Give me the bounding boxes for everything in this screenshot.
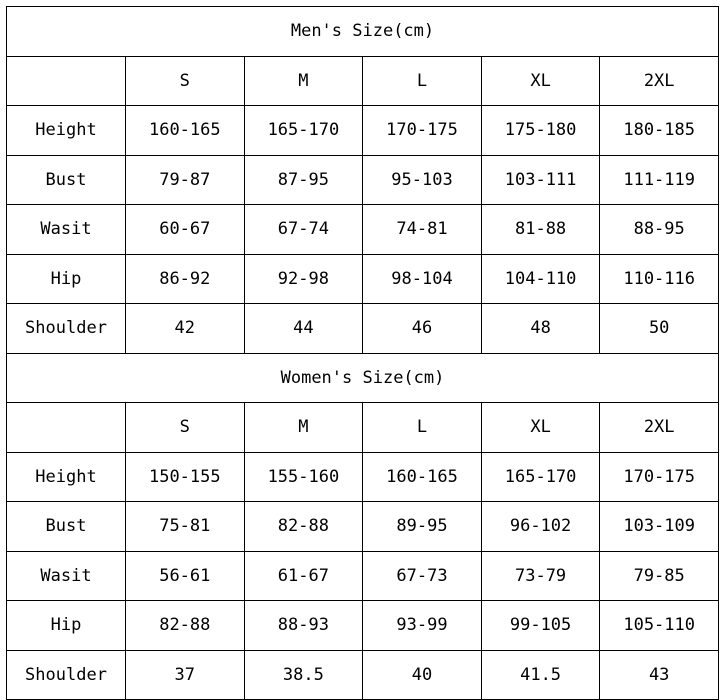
measurement-value: 96-102: [481, 502, 600, 552]
measurement-value: 42: [126, 304, 245, 354]
measurement-value: 56-61: [126, 551, 245, 601]
measurement-value: 79-87: [126, 155, 245, 205]
size-header: M: [244, 403, 363, 453]
men-section-title: Men's Size(cm): [7, 7, 719, 57]
measurement-value: 175-180: [481, 106, 600, 156]
measurement-value: 105-110: [600, 601, 719, 651]
size-header: XL: [481, 56, 600, 106]
measurement-value: 155-160: [244, 452, 363, 502]
size-header: 2XL: [600, 56, 719, 106]
measurement-value: 95-103: [363, 155, 482, 205]
measurement-value: 38.5: [244, 650, 363, 700]
measurement-value: 110-116: [600, 254, 719, 304]
table-row: [7, 502, 719, 552]
size-header: L: [363, 56, 482, 106]
measurement-value: 165-170: [244, 106, 363, 156]
measurement-value: 74-81: [363, 205, 482, 255]
men-title-row: [7, 7, 719, 57]
measurement-value: 37: [126, 650, 245, 700]
size-header: L: [363, 403, 482, 453]
size-chart-table: [6, 6, 719, 700]
measurement-label: Height: [7, 106, 126, 156]
table-row: [7, 551, 719, 601]
measurement-value: 41.5: [481, 650, 600, 700]
corner-cell: [7, 403, 126, 453]
measurement-value: 104-110: [481, 254, 600, 304]
measurement-label: Shoulder: [7, 650, 126, 700]
measurement-value: 111-119: [600, 155, 719, 205]
measurement-value: 87-95: [244, 155, 363, 205]
measurement-value: 180-185: [600, 106, 719, 156]
measurement-label: Shoulder: [7, 304, 126, 354]
measurement-value: 88-93: [244, 601, 363, 651]
measurement-label: Hip: [7, 601, 126, 651]
women-section-title: Women's Size(cm): [7, 353, 719, 403]
measurement-value: 67-73: [363, 551, 482, 601]
measurement-label: Hip: [7, 254, 126, 304]
size-header: S: [126, 403, 245, 453]
men-size-header-row: [7, 56, 719, 106]
table-row: [7, 650, 719, 700]
measurement-value: 48: [481, 304, 600, 354]
corner-cell: [7, 56, 126, 106]
measurement-value: 50: [600, 304, 719, 354]
measurement-value: 99-105: [481, 601, 600, 651]
measurement-label: Wasit: [7, 551, 126, 601]
measurement-value: 150-155: [126, 452, 245, 502]
women-size-header-row: [7, 403, 719, 453]
women-title-row: [7, 353, 719, 403]
table-row: [7, 452, 719, 502]
measurement-value: 170-175: [363, 106, 482, 156]
measurement-value: 98-104: [363, 254, 482, 304]
measurement-value: 160-165: [363, 452, 482, 502]
size-header: 2XL: [600, 403, 719, 453]
measurement-value: 60-67: [126, 205, 245, 255]
measurement-value: 170-175: [600, 452, 719, 502]
measurement-value: 82-88: [244, 502, 363, 552]
measurement-value: 103-109: [600, 502, 719, 552]
measurement-value: 103-111: [481, 155, 600, 205]
measurement-value: 82-88: [126, 601, 245, 651]
measurement-value: 79-85: [600, 551, 719, 601]
table-row: [7, 205, 719, 255]
measurement-label: Wasit: [7, 205, 126, 255]
measurement-value: 75-81: [126, 502, 245, 552]
table-row: [7, 155, 719, 205]
table-row: [7, 106, 719, 156]
table-row: [7, 304, 719, 354]
size-header: S: [126, 56, 245, 106]
measurement-value: 44: [244, 304, 363, 354]
table-row: [7, 254, 719, 304]
measurement-value: 165-170: [481, 452, 600, 502]
measurement-label: Bust: [7, 155, 126, 205]
measurement-value: 67-74: [244, 205, 363, 255]
table-row: [7, 601, 719, 651]
measurement-value: 93-99: [363, 601, 482, 651]
size-chart-body: [7, 7, 719, 700]
measurement-value: 81-88: [481, 205, 600, 255]
measurement-value: 86-92: [126, 254, 245, 304]
measurement-value: 88-95: [600, 205, 719, 255]
size-header: M: [244, 56, 363, 106]
size-header: XL: [481, 403, 600, 453]
measurement-value: 73-79: [481, 551, 600, 601]
measurement-value: 89-95: [363, 502, 482, 552]
measurement-value: 43: [600, 650, 719, 700]
measurement-label: Height: [7, 452, 126, 502]
measurement-value: 160-165: [126, 106, 245, 156]
measurement-value: 46: [363, 304, 482, 354]
measurement-value: 61-67: [244, 551, 363, 601]
measurement-value: 40: [363, 650, 482, 700]
measurement-value: 92-98: [244, 254, 363, 304]
measurement-label: Bust: [7, 502, 126, 552]
